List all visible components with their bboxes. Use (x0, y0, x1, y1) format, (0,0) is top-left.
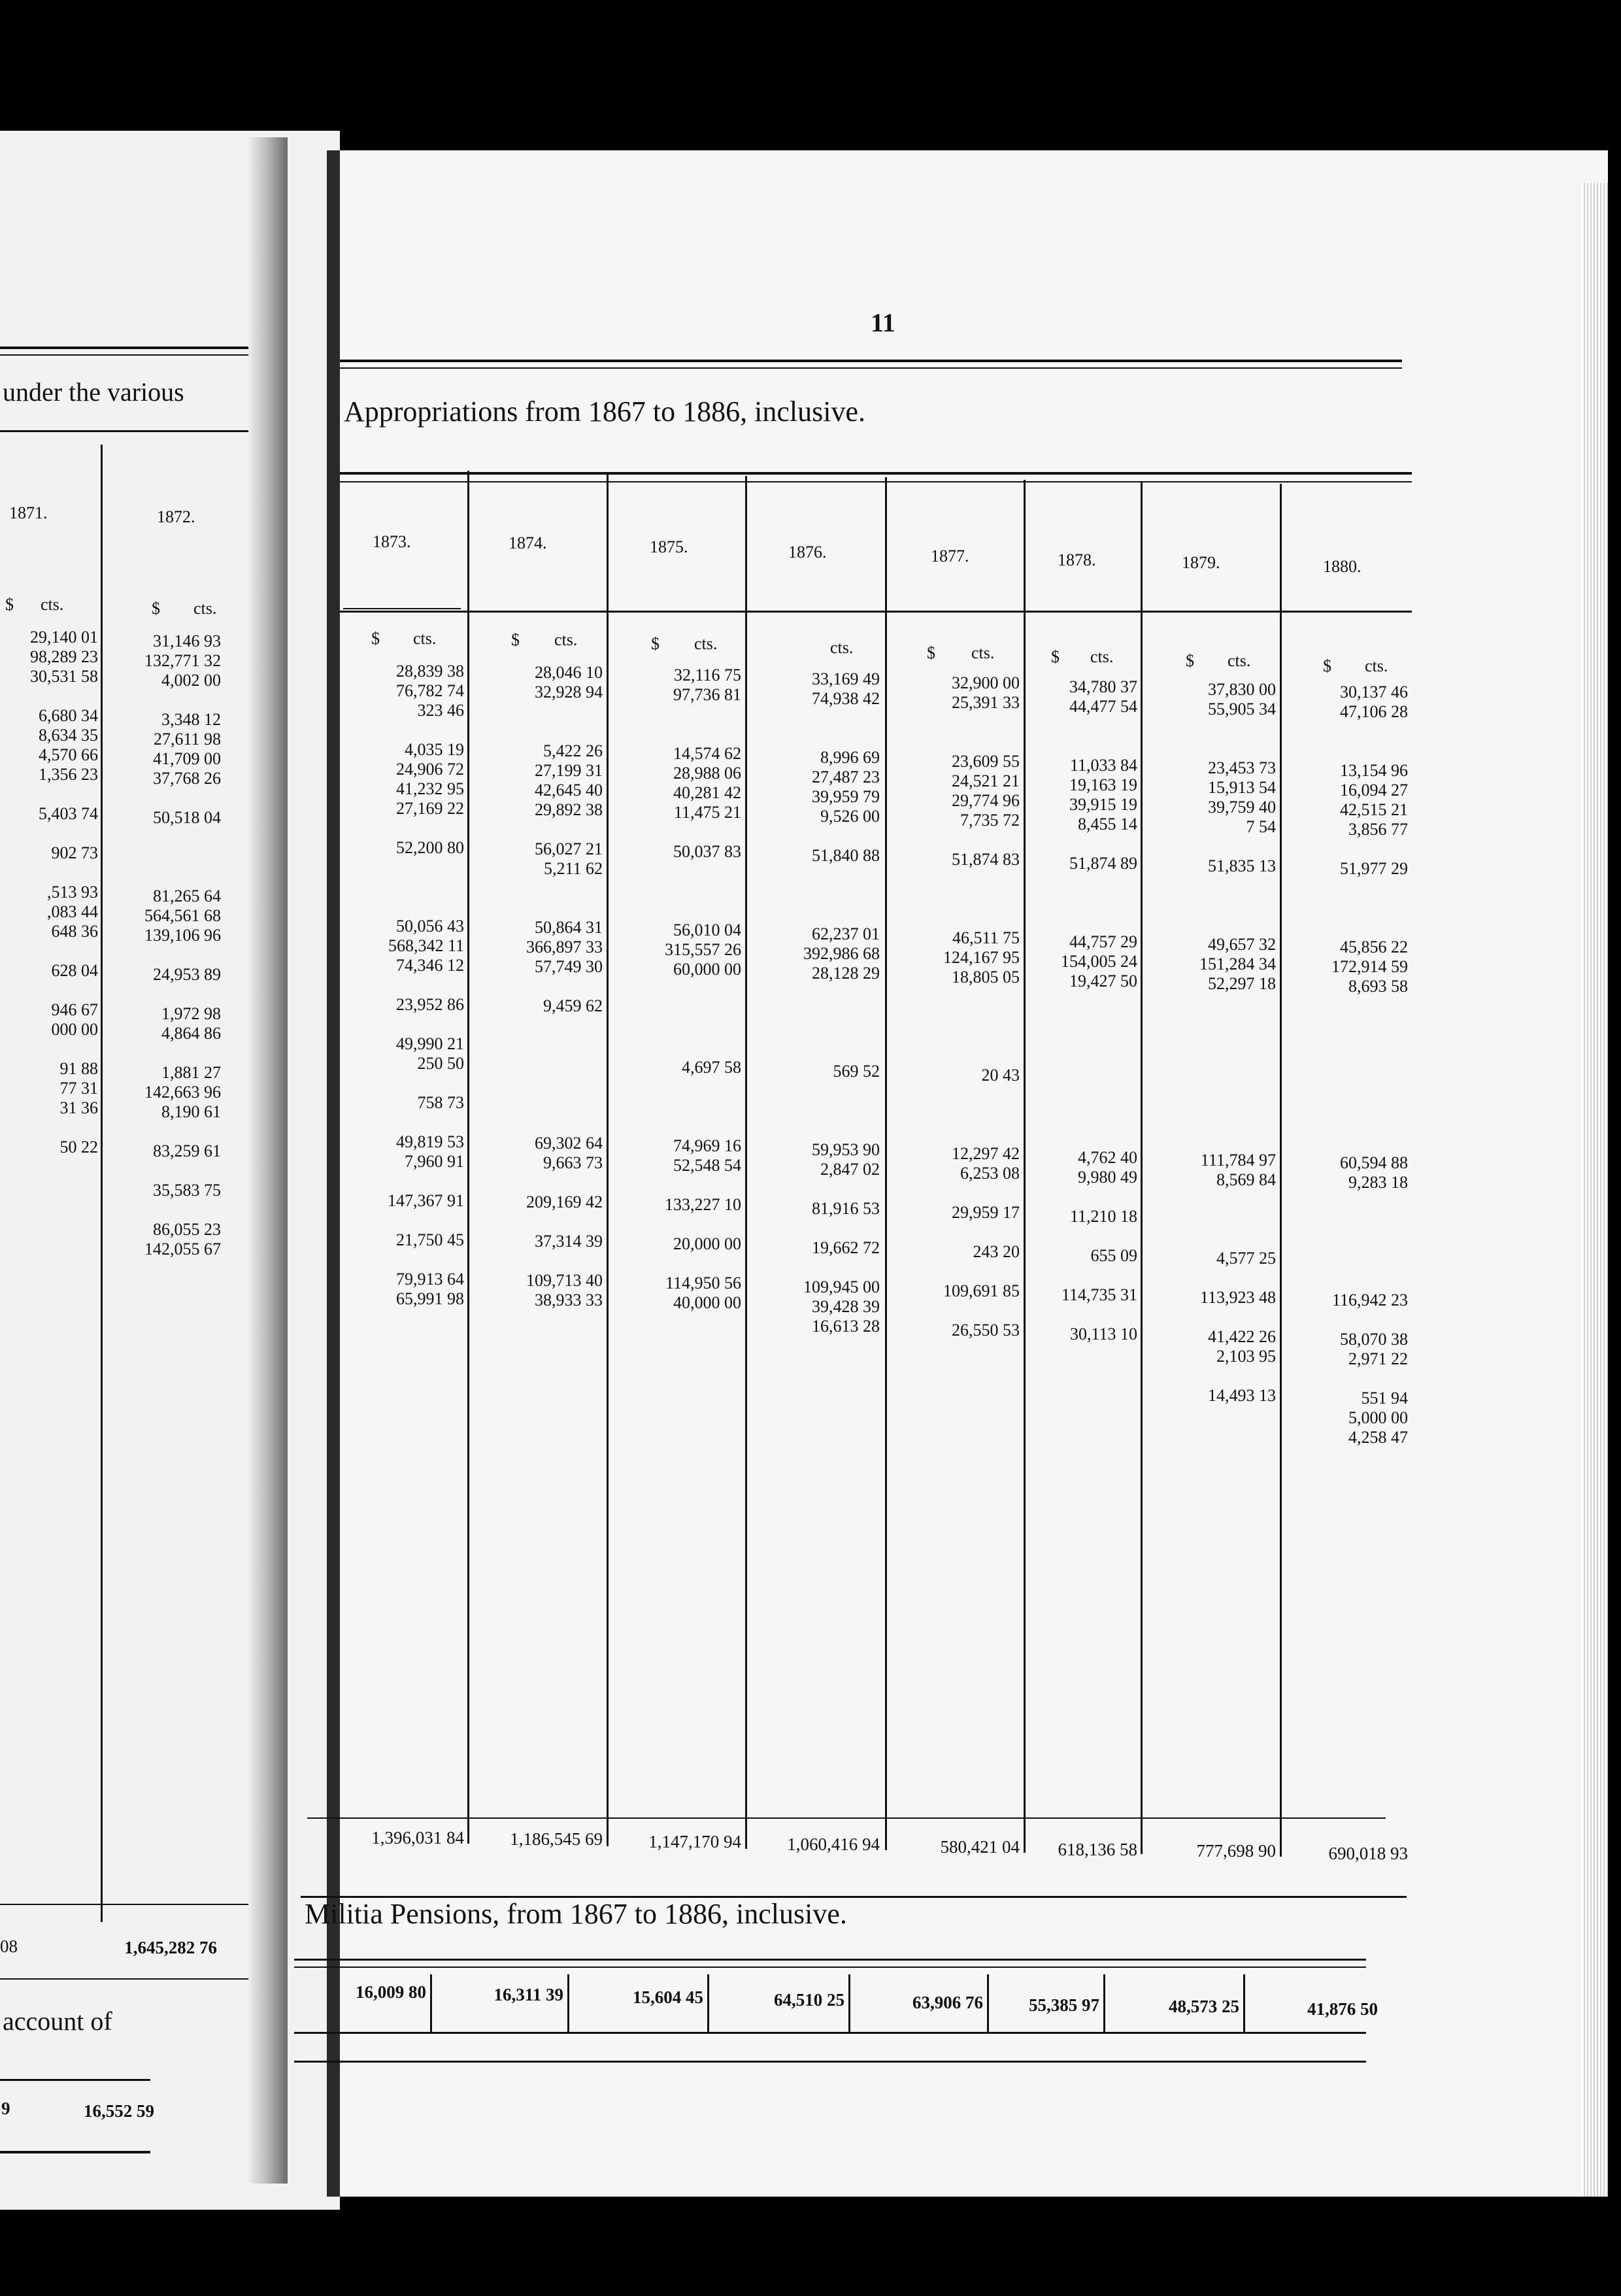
pensions-rule-bottom (294, 2032, 1366, 2034)
title-double-rule-bottom (340, 367, 1402, 369)
appropriations-title: Appropriations from 1867 to 1886, inclusive. (344, 396, 866, 428)
total-1876: 1,060,416 94 (787, 1834, 880, 1854)
total-1871-fragment: 08 (0, 1936, 18, 1956)
totals-rule-top (307, 1817, 1386, 1819)
cents-label-1875: cts. (694, 634, 718, 653)
column-1879-values: 37,830 00 55,905 34 23,453 73 15,913 54 39,759 40 7 54 51,835 13 49,657 32 151,284 34 52,297 18 111,784 97 8,569 84 4,577 25 113,923 48 41,422 26 2,103 95 14,493 13 (1199, 680, 1276, 1405)
column-divider (430, 1974, 432, 2033)
total-1873: 1,396,031 84 (371, 1828, 464, 1848)
column-1876-values: 33,169 49 74,938 42 8,996 69 27,487 23 39,959 79 9,526 00 51,840 88 62,237 01 392,986 68 28,128 29 569 52 59,953 90 2,847 02 81,916 53 19,662 72 109,945 00 39,428 39 16,613 28 (803, 669, 880, 1336)
left-page (0, 131, 340, 2210)
cents-label-1871: cts. (41, 595, 64, 614)
dollar-label-1871: $ (5, 595, 14, 614)
pension-1872: 16,552 59 (84, 2101, 154, 2121)
year-1880-label: 1880. (1323, 557, 1362, 576)
column-divider (1024, 480, 1026, 1853)
year-1877-label: 1877. (931, 547, 969, 566)
page-number: 11 (871, 308, 895, 337)
column-divider (467, 471, 469, 1844)
total-1877: 580,421 04 (940, 1837, 1020, 1857)
pension-1878: 55,385 97 (1029, 1995, 1099, 2015)
column-1877-values: 32,900 00 25,391 33 23,609 55 24,521 21 29,774 96 7,735 72 51,874 83 46,511 75 124,167 95 18,805 05 20 43 12,297 42 6,253 08 29,959 17 243 20 109,691 85 26,550 53 (943, 673, 1020, 1340)
total-1872: 1,645,282 76 (124, 1938, 217, 1957)
pensions-rule-bottom-2 (294, 2061, 1366, 2063)
column-divider (987, 1974, 989, 2033)
total-1879: 777,698 90 (1196, 1841, 1276, 1861)
year-1872-label: 1872. (157, 507, 195, 526)
page-edges (1582, 183, 1608, 2197)
column-divider (607, 473, 609, 1846)
pension-1871-fragment: 9 (1, 2099, 10, 2118)
pension-rule-bottom (0, 2151, 150, 2153)
column-divider (101, 445, 103, 1922)
pension-1875: 15,604 45 (633, 1987, 703, 2007)
column-divider (745, 476, 747, 1849)
dollar-label-1878: $ (1051, 647, 1060, 666)
column-divider (1141, 481, 1143, 1854)
pension-1873: 16,009 80 (356, 1982, 426, 2002)
left-heading-fragment: under the various (3, 377, 184, 407)
column-1873-values: 28,839 38 76,782 74 323 46 4,035 19 24,906 72 41,232 95 27,169 22 52,200 80 50,056 43 568,342 11 74,346 12 23,952 86 49,990 21 250 50 758 73 49,819 53 7,960 91 147,367 91 21,750 45 79,913 64 65,991 98 (388, 662, 464, 1308)
column-header-underline (343, 608, 461, 609)
dollar-label-1879: $ (1186, 651, 1194, 670)
pension-1874: 16,311 39 (493, 1985, 563, 2004)
table-header-rule-top-2 (340, 481, 1412, 482)
dollar-label-1873: $ (371, 629, 380, 648)
table-header-rule-top (340, 472, 1412, 475)
dollar-label-1872: $ (152, 599, 160, 618)
cents-label-1880: cts. (1365, 656, 1388, 675)
cents-label-1873: cts. (413, 629, 437, 648)
year-1871-label: 1871. (9, 503, 48, 522)
year-1875-label: 1875. (650, 537, 688, 556)
column-1878-values: 34,780 37 44,477 54 11,033 84 19,163 19 39,915 19 8,455 14 51,874 89 44,757 29 154,005 24 19,427 50 4,762 40 9,980 49 11,210 18 655 09 114,735 31 30,113 10 (1061, 677, 1137, 1343)
cents-label-1877: cts. (971, 643, 995, 662)
double-rule-top (0, 346, 248, 349)
column-divider (848, 1974, 850, 2033)
pension-rule-top (0, 2079, 150, 2081)
column-1880-values: 30,137 46 47,106 28 13,154 96 16,094 27 42,515 21 3,856 77 51,977 29 45,856 22 172,914 59 8,693 58 60,594 88 9,283 18 116,942 23 58,070 38 2,971 22 551 94 5,000 00 4,258 47 (1331, 683, 1408, 1447)
year-1874-label: 1874. (509, 533, 547, 552)
total-rule-bottom (0, 1978, 248, 1980)
year-1879-label: 1879. (1182, 553, 1220, 572)
pensions-rule-top (294, 1959, 1366, 1961)
double-rule-bottom (0, 354, 248, 356)
column-divider (885, 477, 887, 1850)
dollar-label-1880: $ (1323, 656, 1331, 675)
total-1880: 690,018 93 (1328, 1844, 1408, 1863)
column-1871-values: 29,140 01 98,289 23 30,531 58 6,680 34 8,634 35 4,570 66 1,356 23 5,403 74 902 73 ,513 93 ,083 44 648 36 628 04 946 67 000 00 91 88 77 31 31 36 50 22 (30, 628, 98, 1156)
total-rule (0, 1904, 248, 1905)
title-double-rule-top (340, 360, 1402, 362)
column-divider (1103, 1974, 1105, 2033)
column-1875-values: 32,116 75 97,736 81 14,574 62 28,988 06 40,281 42 11,475 21 50,037 83 56,010 04 315,557 26 60,000 00 4,697 58 74,969 16 52,548 54 133,227 10 20,000 00 114,950 56 40,000 00 (665, 666, 741, 1312)
cents-label-1878: cts. (1090, 647, 1114, 666)
column-divider (1280, 484, 1282, 1857)
dollar-label-1875: $ (651, 634, 660, 653)
column-1872-values: 31,146 93 132,771 32 4,002 00 3,348 12 27,611 98 41,709 00 37,768 26 50,518 04 81,265 64 564,561 68 139,106 96 24,953 89 1,972 98 4,864 86 1,881 27 142,663 96 8,190 61 83,259 61 35,583 75 86,055 23 142,055 67 (144, 632, 221, 1258)
header-rule (0, 430, 255, 432)
column-divider (707, 1974, 709, 2033)
total-1875: 1,147,170 94 (648, 1832, 741, 1851)
year-1873-label: 1873. (373, 532, 411, 551)
cents-label-1874: cts. (554, 630, 578, 649)
pension-1876: 64,510 25 (774, 1990, 844, 2010)
pension-1879: 48,573 25 (1169, 1997, 1239, 2016)
total-1878: 618,136 58 (1058, 1840, 1137, 1859)
year-1876-label: 1876. (788, 543, 827, 562)
column-divider (1243, 1974, 1245, 2033)
cents-label-1879: cts. (1228, 651, 1251, 670)
table-header-rule-bottom (340, 611, 1412, 613)
book-gutter (248, 137, 288, 2184)
pension-1880: 41,876 50 (1307, 1999, 1378, 2019)
total-1874: 1,186,545 69 (510, 1829, 603, 1849)
left-pensions-heading-fragment: account of (3, 2006, 112, 2036)
cents-label-1872: cts. (193, 599, 217, 618)
dollar-label-1877: $ (927, 643, 935, 662)
dollar-label-1874: $ (511, 630, 520, 649)
column-1874-values: 28,046 10 32,928 94 5,422 26 27,199 31 42,645 40 29,892 38 56,027 21 5,211 62 50,864 31 366,897 33 57,749 30 9,459 62 69,302 64 9,663 73 209,169 42 37,314 39 109,713 40 38,933 33 (526, 663, 603, 1309)
column-divider (567, 1974, 569, 2033)
cents-label-1876: cts. (830, 638, 854, 657)
pension-1877: 63,906 76 (912, 1993, 983, 2012)
militia-pensions-title: Militia Pensions, from 1867 to 1886, inclusive. (305, 1898, 847, 1930)
year-1878-label: 1878. (1058, 550, 1096, 569)
pensions-rule-top-2 (294, 1967, 1366, 1968)
